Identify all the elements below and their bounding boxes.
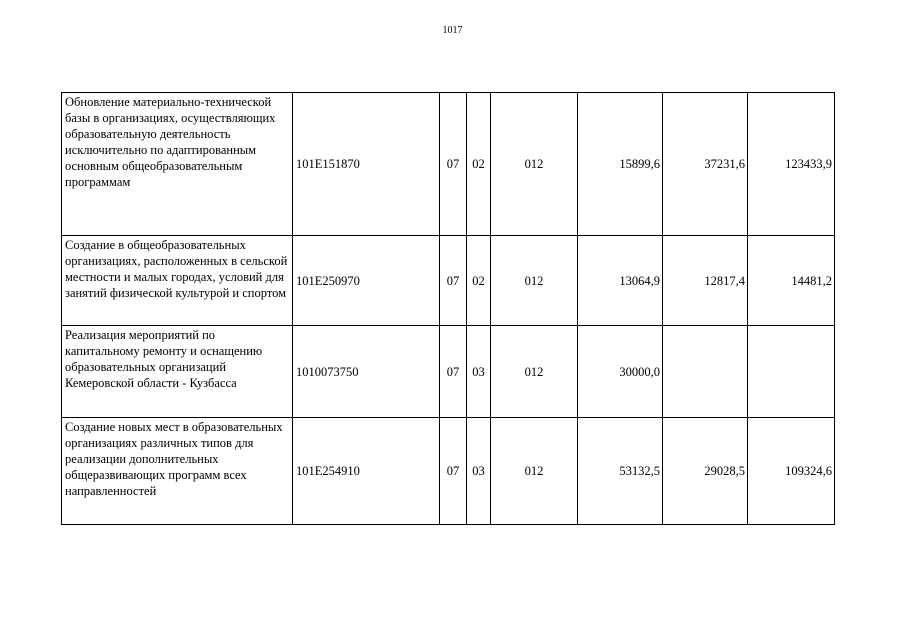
table-row xyxy=(62,236,835,326)
value-3-cell: 109324,6 xyxy=(748,418,835,525)
value-3-cell: 14481,2 xyxy=(748,236,835,326)
subsection-cell: 02 xyxy=(467,236,491,326)
section-cell: 07 xyxy=(440,93,467,236)
section-cell: 07 xyxy=(440,326,467,418)
value-1-cell: 53132,5 xyxy=(578,418,663,525)
value-2-cell: 12817,4 xyxy=(663,236,748,326)
value-2-cell xyxy=(663,326,748,418)
row-name-cell: Создание в общеобразовательных организациях, расположенных в сельской местности и малых городах, условий для занятий физической культурой и спортом xyxy=(62,236,293,326)
value-1-cell: 30000,0 xyxy=(578,326,663,418)
value-3-cell: 123433,9 xyxy=(748,93,835,236)
value-2-cell: 29028,5 xyxy=(663,418,748,525)
expense-type-cell: 012 xyxy=(491,93,578,236)
row-name-cell: Создание новых мест в образовательных организациях различных типов для реализации дополнительных общеразвивающих программ всех направленностей xyxy=(62,418,293,525)
expense-type-cell: 012 xyxy=(491,236,578,326)
target-code-cell: 1010073750 xyxy=(293,326,440,418)
value-1-cell: 13064,9 xyxy=(578,236,663,326)
value-3-cell xyxy=(748,326,835,418)
page-number: 1017 xyxy=(442,25,463,36)
subsection-cell: 03 xyxy=(467,326,491,418)
budget-table xyxy=(61,92,835,525)
value-2-cell: 37231,6 xyxy=(663,93,748,236)
target-code-cell: 101E250970 xyxy=(293,236,440,326)
expense-type-cell: 012 xyxy=(491,326,578,418)
target-code-cell: 101E254910 xyxy=(293,418,440,525)
section-cell: 07 xyxy=(440,236,467,326)
value-1-cell: 15899,6 xyxy=(578,93,663,236)
table-row xyxy=(62,93,835,236)
row-name-cell: Реализация мероприятий по капитальному ремонту и оснащению образовательных организаций Кемеровской области - Кузбасса xyxy=(62,326,293,418)
expense-type-cell: 012 xyxy=(491,418,578,525)
target-code-cell: 101E151870 xyxy=(293,93,440,236)
table-row xyxy=(62,326,835,418)
row-name-cell: Обновление материально-технической базы в организациях, осуществляющих образовательную деятельность исключительно по адаптированным основным общеобразовательным программам xyxy=(62,93,293,236)
subsection-cell: 02 xyxy=(467,93,491,236)
section-cell: 07 xyxy=(440,418,467,525)
table-row xyxy=(62,418,835,525)
subsection-cell: 03 xyxy=(467,418,491,525)
